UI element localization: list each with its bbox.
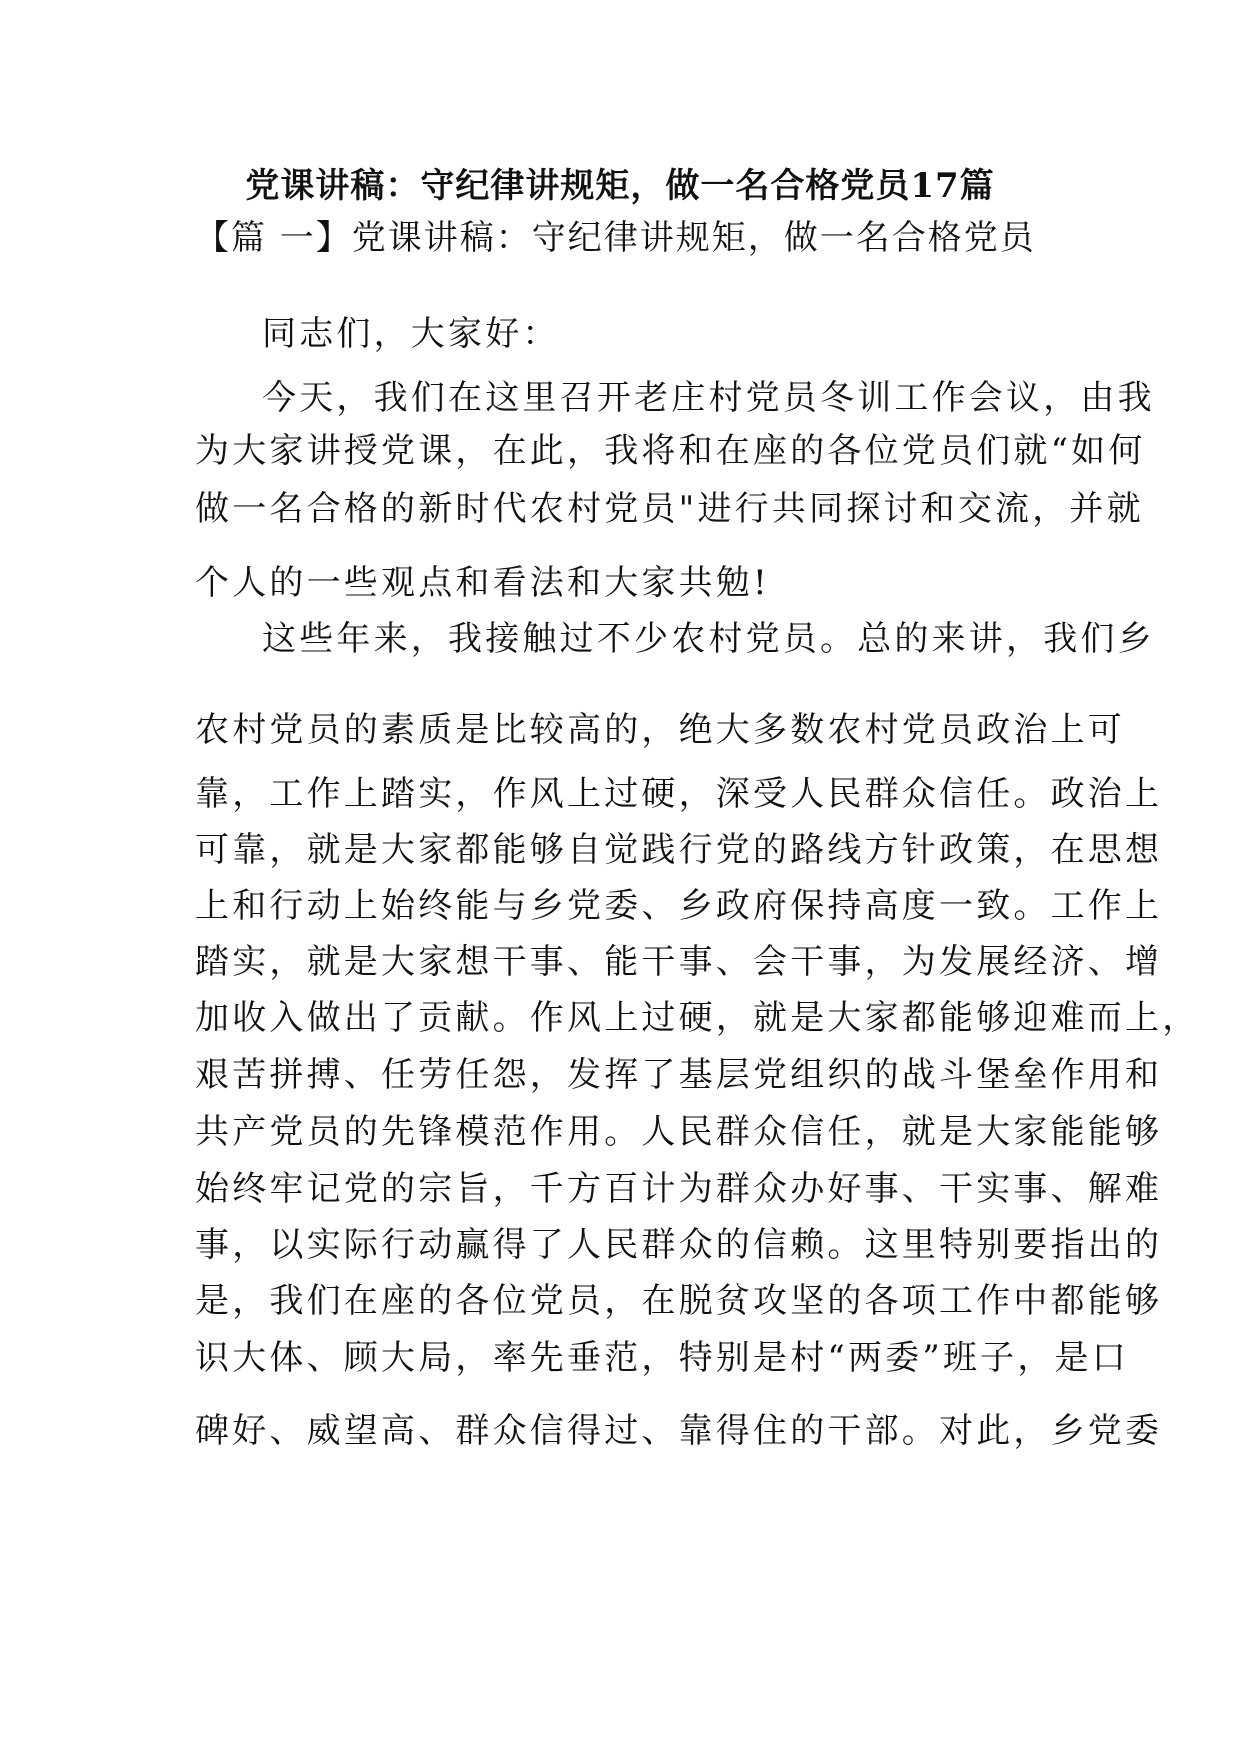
body-line: 是，我们在座的各位党员，在脱贫攻坚的各项工作中都能够 <box>195 1281 1163 1321</box>
body-line: 共产党员的先锋模范作用。人民群众信任，就是大家能能够 <box>195 1112 1163 1152</box>
body-line: 艰苦拼搏、任劳任怨，发挥了基层党组织的战斗堡垒作用和 <box>195 1055 1163 1095</box>
body-line: 今天，我们在这里召开老庄村党员冬训工作会议，由我 <box>262 378 1155 418</box>
body-line: 农村党员的素质是比较高的，绝大多数农村党员政治上可 <box>195 710 1125 750</box>
body-line: 事，以实际行动赢得了人民群众的信赖。这里特别要指出的 <box>195 1225 1163 1265</box>
body-line: 始终牢记党的宗旨，千方百计为群众办好事、干实事、解难 <box>195 1169 1163 1209</box>
section-heading: 【篇 一】党课讲稿：守纪律讲规矩，做一名合格党员 <box>195 218 1036 258</box>
body-line: 上和行动上始终能与乡党委、乡政府保持高度一致。工作上 <box>195 886 1163 926</box>
body-line: 这些年来，我接触过不少农村党员。总的来讲，我们乡 <box>262 619 1155 659</box>
body-line: 可靠，就是大家都能够自觉践行党的路线方针政策，在思想 <box>195 830 1163 870</box>
body-line: 碑好、威望高、群众信得过、靠得住的干部。对此，乡党委 <box>195 1411 1163 1451</box>
body-line: 个人的一些观点和看法和大家共勉! <box>195 563 770 603</box>
body-line: 靠，工作上踏实，作风上过硬，深受人民群众信任。政治上 <box>195 774 1163 814</box>
body-line: 做一名合格的新时代农村党员"进行共同探讨和交流，并就 <box>195 489 1144 529</box>
body-line: 为大家讲授党课，在此，我将和在座的各位党员们就“如何 <box>195 431 1146 471</box>
body-line: 加收入做出了贡献。作风上过硬，就是大家都能够迎难而上， <box>195 998 1200 1038</box>
body-line: 踏实，就是大家想干事、能干事、会干事，为发展经济、增 <box>195 942 1163 982</box>
body-line: 同志们，大家好： <box>262 314 560 354</box>
document-title: 党课讲稿：守纪律讲规矩，做一名合格党员17篇 <box>245 166 995 206</box>
body-line: 识大体、顾大局，率先垂范，特别是村“两委”班子，是口 <box>195 1338 1129 1378</box>
